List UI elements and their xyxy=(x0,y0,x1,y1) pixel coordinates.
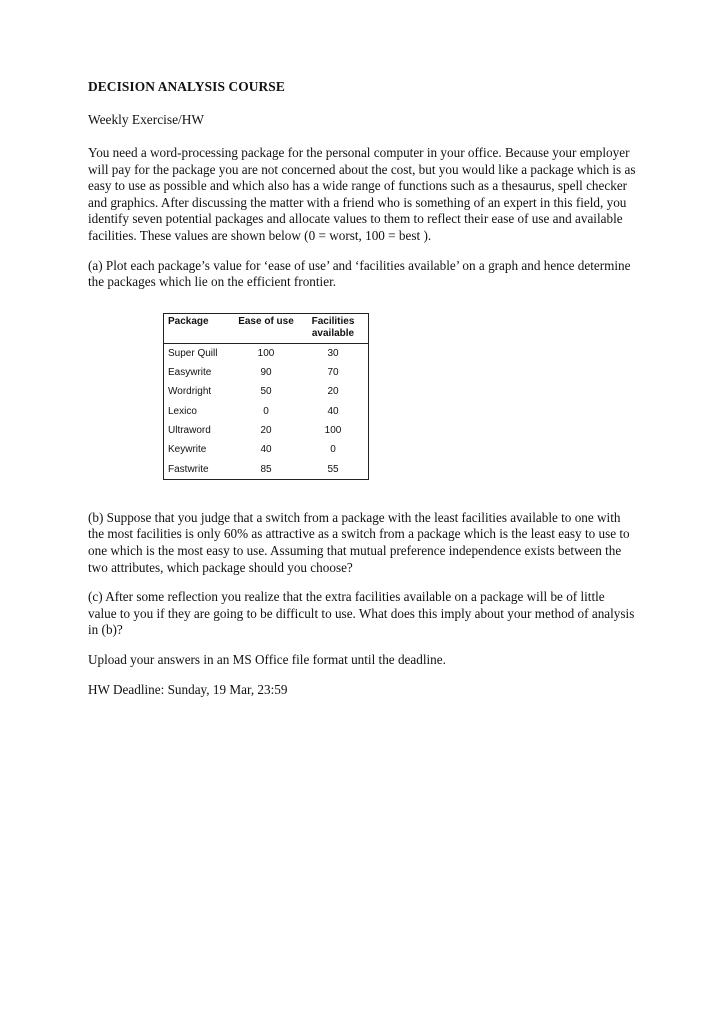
package-table-container xyxy=(163,313,636,480)
table-row xyxy=(164,363,369,382)
package-name-cell: Lexico xyxy=(168,405,197,417)
ease-of-use-cell: 0 xyxy=(263,405,269,417)
table-row xyxy=(164,421,369,440)
package-name-cell: Keywrite xyxy=(168,444,207,456)
facilities-cell: 0 xyxy=(330,444,336,456)
package-table xyxy=(163,313,369,480)
table-row xyxy=(164,402,369,421)
ease-of-use-cell: 85 xyxy=(260,463,272,475)
upload-instructions: Upload your answers in an MS Office file format until the deadline. xyxy=(88,651,446,667)
facilities-cell: 20 xyxy=(327,386,339,398)
homework-deadline: HW Deadline: Sunday, 19 Mar, 23:59 xyxy=(88,681,288,697)
facilities-cell: 30 xyxy=(327,347,339,359)
table-row xyxy=(164,440,369,459)
document-title: DECISION ANALYSIS COURSE xyxy=(88,79,285,94)
part-a-question: (a) Plot each package’s value for ‘ease of use’ and ‘facilities available’ on a graph and hence determine the packages which lie on the efficient frontier. xyxy=(88,257,631,290)
header-ease-of-use: Ease of use xyxy=(234,313,298,343)
package-name-cell: Easywrite xyxy=(168,367,212,379)
ease-of-use-cell: 20 xyxy=(260,424,272,436)
table-row xyxy=(164,382,369,401)
package-name-cell: Super Quill xyxy=(168,347,218,359)
header-facilities-available: Facilities available xyxy=(298,313,369,343)
table-row xyxy=(164,460,369,480)
facilities-cell: 100 xyxy=(324,424,342,436)
table-row xyxy=(164,343,369,363)
ease-of-use-cell: 40 xyxy=(260,444,272,456)
document-subtitle: Weekly Exercise/HW xyxy=(88,112,205,127)
facilities-cell: 70 xyxy=(327,367,339,379)
document-page xyxy=(88,79,636,711)
table-header-row xyxy=(164,313,369,343)
facilities-cell: 40 xyxy=(327,405,339,417)
package-name-cell: Ultraword xyxy=(168,424,211,436)
header-package: Package xyxy=(164,313,235,343)
part-c-question: (c) After some reflection you realize that the extra facilities available on a package will be of little value to you if they are going to be difficult to use. What does this imply about your method of analysis in (b)? xyxy=(88,589,635,638)
package-name-cell: Wordright xyxy=(168,386,212,398)
facilities-cell: 55 xyxy=(327,463,339,475)
part-b-question: (b) Suppose that you judge that a switch from a package with the least facilities available to one with the most facilities is only 60% as attractive as a switch from a package which is the least easy to use to one which is the most easy to use. Assuming that mutual preference independence exists between the two attributes, which package should you choose? xyxy=(88,509,630,575)
intro-paragraph: You need a word-processing package for the personal computer in your office. Because your employer will pay for the package you are not concerned about the cost, but you would like a package which is as easy to use as possible and which also has a wide range of functions such as a thesaurus, spell checker and graphics. After discussing the matter with a friend who is something of an expert in this field, you identify seven potential packages and allocate values to them to reflect their ease of use and available facilities. These values are shown below (0 = worst, 100 = best ). xyxy=(88,145,636,243)
ease-of-use-cell: 90 xyxy=(260,367,272,379)
package-name-cell: Fastwrite xyxy=(168,463,209,475)
ease-of-use-cell: 50 xyxy=(260,386,272,398)
ease-of-use-cell: 100 xyxy=(257,347,275,359)
